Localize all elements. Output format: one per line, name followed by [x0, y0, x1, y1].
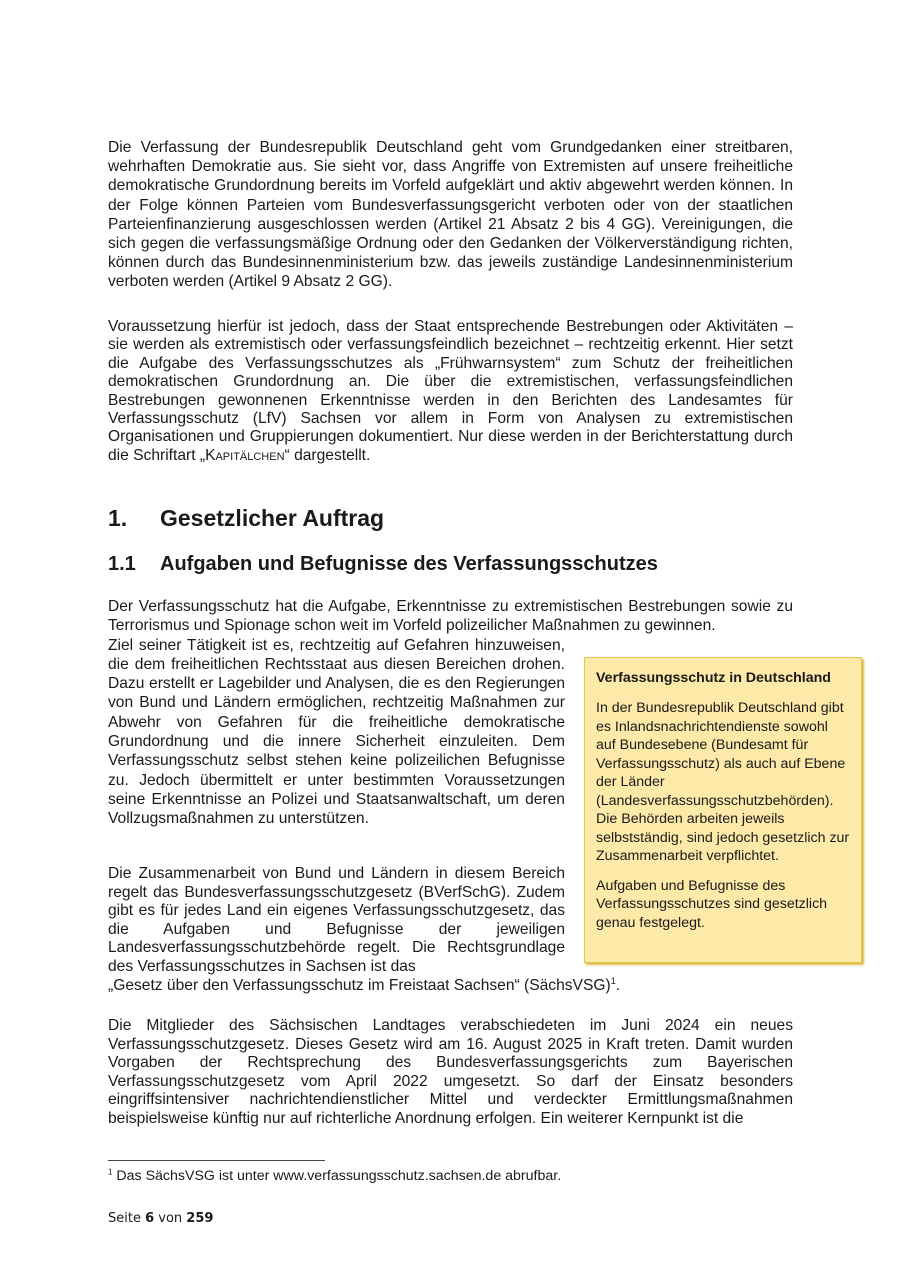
chapter-heading: [108, 505, 384, 532]
footer-prefix: Seite: [108, 1211, 146, 1226]
footnote: [108, 1168, 561, 1184]
page-number: 6: [145, 1211, 155, 1226]
intro-paragraph-2: [108, 318, 793, 465]
footnote-text: Das SächsVSG ist unter www.verfassungsschutz.sachsen.de abrufbar.: [112, 1168, 562, 1184]
small-caps-example: Kapitälchen: [205, 446, 285, 464]
section-paragraph-1-wrapped: Ziel seiner Tätigkeit ist es, rechtzeitig auf Gefahren hinzuweisen, die dem freiheitlichen Rechtsstaat aus diesen Bereichen drohen. Dazu erstellt er Lagebilder und Analysen, die es den Regierungen von Bund und Ländern ermöglichen, rechtzeitig Maßnahmen zur Abwehr von Gefahren für die freiheitliche demokratische Grundordnung und die innere Sicherheit einzuleiten. Dem Verfassungsschutz selbst stehen keine polizeilichen Befugnisse zu. Jedoch übermittelt er unter bestimmten Voraussetzungen seine Erkenntnisse an Polizei und Staatsanwaltschaft, um deren Vollzugsmaßnahmen zu unterstützen.: [108, 636, 565, 828]
section-heading: [108, 553, 658, 576]
intro-paragraph-2-text: Voraussetzung hierfür ist jedoch, dass der Staat entsprechende Bestrebungen oder Aktivitäten – sie werden als extremistisch oder verfassungsfeindlich bezeichnet – rechtzeitig erkennt. Hier setzt die Aufgabe des Verfassungsschutzes als „Frühwarnsystem“ zum Schutz der freiheitlichen demokratischen Grundordnung an. Die über die extremistischen, verfassungsfeindlichen Bestrebungen gewonnenen Erkenntnisse werden in den Berichten des Landesamtes für Verfassungsschutz (LfV) Sachsen vor allem in Form von Analysen zu extremistischen Organisationen und Gruppierungen dokumentiert. Nur diese werden in der Berichterstattung durch die Schriftart „: [108, 318, 793, 464]
section-number: 1.1: [108, 553, 136, 575]
info-box-title: Verfassungsschutz in Deutschland: [596, 670, 831, 686]
law-title: „Gesetz über den Verfassungsschutz im Freistaat Sachsen“ (SächsVSG): [108, 976, 611, 994]
page-total: 259: [186, 1211, 214, 1226]
chapter-title: Gesetzlicher Auftrag: [160, 505, 385, 531]
footnote-marker: 1: [108, 1167, 113, 1177]
footer-middle: von: [154, 1211, 187, 1226]
intro-paragraph-1: Die Verfassung der Bundesrepublik Deutschland geht vom Grundgedanken einer streitbaren, wehrhaften Demokratie aus. Sie sieht vor, dass Angriffe von Extremisten auf unsere freiheitliche demokratische Grundordnung bereits im Vorfeld aufgeklärt und aktiv abgewehrt werden können. In der Folge können Parteien vom Bundesverfassungsgericht verboten oder von der staatlichen Parteienfinanzierung ausgeschlossen werden (Artikel 21 Absatz 2 bis 4 GG). Vereinigungen, die sich gegen die verfassungsmäßige Ordnung oder den Gedanken der Völkerverständigung richten, können durch das Bundesinnenministerium bzw. das jeweils zuständige Landesinnenministerium verboten werden (Artikel 9 Absatz 2 GG).: [108, 139, 793, 291]
info-box: [584, 657, 862, 963]
chapter-number: 1.: [108, 505, 128, 531]
info-box-paragraph-2: Aufgaben und Befugnisse des Verfassungsschutzes sind gesetzlich genau festgelegt.: [596, 877, 828, 931]
footnote-divider: [108, 1160, 325, 1161]
intro-paragraph-2-end: “ dargestellt.: [284, 446, 371, 464]
section-paragraph-1-lead: Der Verfassungsschutz hat die Aufgabe, Erkenntnisse zu extremistischen Bestrebungen sowie zu Terrorismus und Spionage schon weit im Vorfeld polizeilicher Maßnahmen zu gewinnen.: [108, 598, 793, 635]
section-paragraph-2-wrapped: Die Zusammenarbeit von Bund und Ländern in diesem Bereich regelt das Bundesverfassungsschutzgesetz (BVerfSchG). Zudem gibt es für jedes Land ein eigenes Verfassungsschutzgesetz, das die Aufgaben und Befugnisse der jeweiligen Landesverfassungsschutzbehörde regelt. Die Rechtsgrundlage des Verfassungsschutzes in Sachsen ist das: [108, 865, 565, 975]
section-paragraph-3: Die Mitglieder des Sächsischen Landtages verabschiedeten im Juni 2024 ein neues Verfassungsschutzgesetz. Dieses Gesetz wird am 16. August 2025 in Kraft treten. Damit wurden Vorgaben der Rechtsprechung des Bundesverfassungsgerichts zum Bayerischen Verfassungsschutzgesetz vom April 2022 umgesetzt. So darf der Einsatz besonders eingriffsintensiver nachrichtendienstlicher Mittel und verdeckter Ermittlungsmaßnahmen beispielsweise künftig nur auf richterliche Anordnung erfolgen. Ein weiterer Kernpunkt ist die: [108, 1017, 793, 1127]
section-paragraph-2-end: .: [615, 976, 621, 994]
info-box-paragraph-1: In der Bundesrepublik Deutschland gibt es Inlandsnachrichtendienste sowohl auf Bundesebene (Bundesamt für Verfassungsschutz) als auch auf Ebene der Länder (Landesverfassungsschutzbehörden). Die Behörden arbeiten jeweils selbstständig, sind jedoch gesetzlich zur Zusammenarbeit verpflichtet.: [596, 700, 850, 864]
page-footer: [108, 1211, 213, 1226]
footnote-reference[interactable]: 1: [610, 975, 616, 986]
section-title: Aufgaben und Befugnisse des Verfassungsschutzes: [160, 553, 658, 575]
